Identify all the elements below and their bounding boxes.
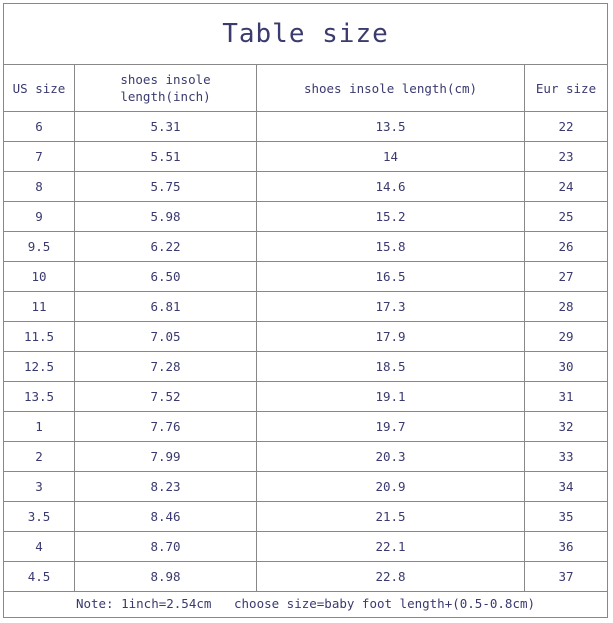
cell-eur-size: 32 (525, 412, 607, 442)
cell-insole-inch: 6.50 (75, 262, 257, 292)
cell-us-size: 12.5 (4, 352, 75, 382)
cell-eur-size: 25 (525, 202, 607, 232)
cell-eur-size: 31 (525, 382, 607, 412)
cell-insole-inch: 6.81 (75, 292, 257, 322)
header-us-size: US size (4, 65, 75, 112)
header-insole-cm: shoes insole length(cm) (257, 65, 525, 112)
cell-insole-inch: 5.98 (75, 202, 257, 232)
cell-insole-inch: 6.22 (75, 232, 257, 262)
cell-us-size: 1 (4, 412, 75, 442)
cell-insole-inch: 7.76 (75, 412, 257, 442)
cell-us-size: 11 (4, 292, 75, 322)
cell-insole-cm: 14 (257, 142, 525, 172)
header-eur-size: Eur size (525, 65, 607, 112)
cell-insole-inch: 8.23 (75, 472, 257, 502)
cell-eur-size: 23 (525, 142, 607, 172)
cell-insole-inch: 5.31 (75, 112, 257, 142)
cell-insole-inch: 5.75 (75, 172, 257, 202)
cell-eur-size: 26 (525, 232, 607, 262)
size-grid (4, 65, 607, 592)
cell-us-size: 4 (4, 532, 75, 562)
cell-us-size: 9 (4, 202, 75, 232)
cell-eur-size: 37 (525, 562, 607, 592)
cell-insole-cm: 17.3 (257, 292, 525, 322)
cell-insole-cm: 19.1 (257, 382, 525, 412)
table-title: Table size (4, 4, 607, 65)
cell-insole-inch: 7.05 (75, 322, 257, 352)
cell-insole-cm: 19.7 (257, 412, 525, 442)
cell-insole-inch: 8.98 (75, 562, 257, 592)
cell-us-size: 2 (4, 442, 75, 472)
cell-insole-cm: 20.9 (257, 472, 525, 502)
cell-eur-size: 36 (525, 532, 607, 562)
cell-eur-size: 33 (525, 442, 607, 472)
cell-eur-size: 27 (525, 262, 607, 292)
cell-insole-cm: 16.5 (257, 262, 525, 292)
cell-insole-cm: 20.3 (257, 442, 525, 472)
cell-us-size: 4.5 (4, 562, 75, 592)
cell-us-size: 10 (4, 262, 75, 292)
cell-insole-cm: 15.2 (257, 202, 525, 232)
cell-eur-size: 24 (525, 172, 607, 202)
cell-us-size: 9.5 (4, 232, 75, 262)
cell-us-size: 7 (4, 142, 75, 172)
cell-insole-inch: 8.70 (75, 532, 257, 562)
cell-insole-inch: 7.52 (75, 382, 257, 412)
cell-eur-size: 29 (525, 322, 607, 352)
cell-us-size: 3 (4, 472, 75, 502)
cell-insole-inch: 7.99 (75, 442, 257, 472)
cell-insole-cm: 15.8 (257, 232, 525, 262)
size-table (3, 3, 608, 618)
cell-insole-cm: 14.6 (257, 172, 525, 202)
size-note: Note: 1inch=2.54cm choose size=baby foot length+(0.5-0.8cm) (75, 596, 536, 611)
cell-insole-cm: 17.9 (257, 322, 525, 352)
cell-insole-inch: 5.51 (75, 142, 257, 172)
cell-insole-cm: 13.5 (257, 112, 525, 142)
cell-insole-cm: 21.5 (257, 502, 525, 532)
cell-eur-size: 22 (525, 112, 607, 142)
cell-insole-cm: 22.1 (257, 532, 525, 562)
cell-eur-size: 34 (525, 472, 607, 502)
cell-us-size: 3.5 (4, 502, 75, 532)
cell-insole-inch: 8.46 (75, 502, 257, 532)
header-insole-inch: shoes insole length(inch) (75, 65, 257, 112)
cell-us-size: 11.5 (4, 322, 75, 352)
cell-us-size: 8 (4, 172, 75, 202)
cell-eur-size: 35 (525, 502, 607, 532)
cell-insole-cm: 18.5 (257, 352, 525, 382)
cell-us-size: 6 (4, 112, 75, 142)
cell-insole-inch: 7.28 (75, 352, 257, 382)
cell-us-size: 13.5 (4, 382, 75, 412)
cell-eur-size: 28 (525, 292, 607, 322)
cell-eur-size: 30 (525, 352, 607, 382)
cell-insole-cm: 22.8 (257, 562, 525, 592)
